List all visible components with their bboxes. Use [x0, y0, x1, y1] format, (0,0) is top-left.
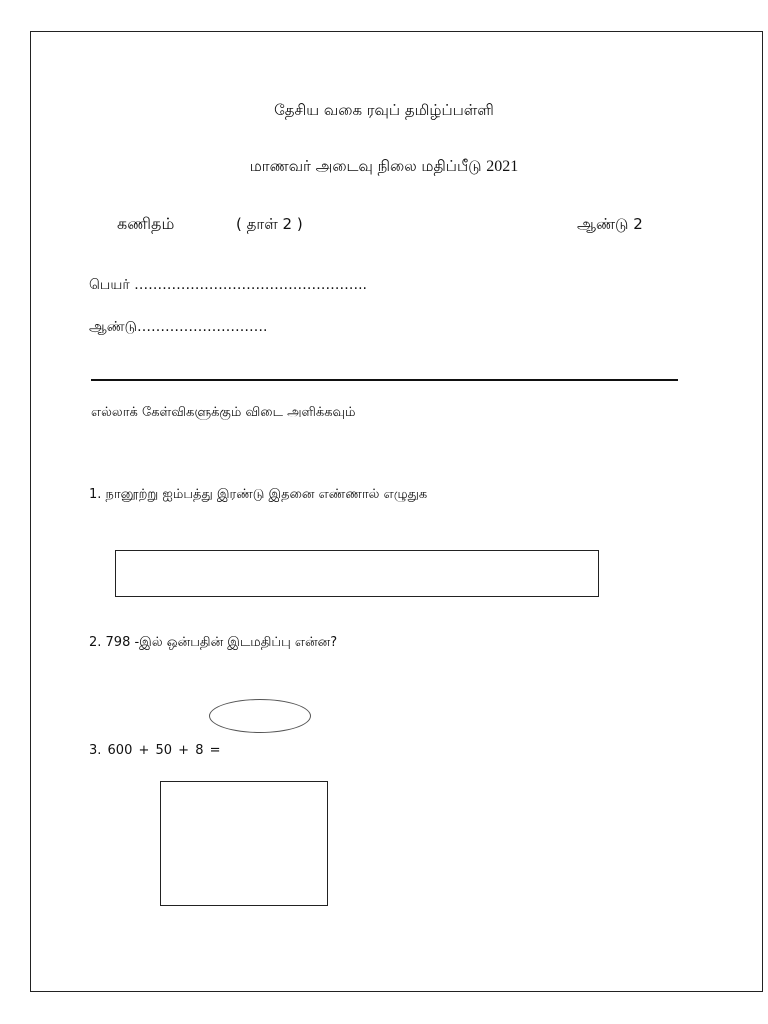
answer-box-question-3	[160, 781, 328, 906]
subject-title: கணிதம்	[117, 214, 175, 233]
instructions-text: எல்லாக் கேள்விகளுக்கும் விடை அளிக்கவும்	[91, 405, 356, 420]
question-1: 1. நானூற்று ஐம்பத்து இரண்டு இதனை எண்ணால் எழுதுக	[89, 487, 428, 502]
question-3: 3. 600 + 50 + 8 =	[89, 743, 221, 758]
exam-title-text: மாணவர் அடைவு நிலை மதிப்பீடு	[249, 157, 482, 175]
student-year-field: ஆண்டு……………………….	[89, 319, 268, 335]
paper-number: ( தாள் 2 )	[236, 215, 303, 233]
answer-oval-question-2	[209, 699, 311, 733]
student-name-field: பெயர் …………………………………………..	[89, 277, 367, 293]
answer-box-question-1	[115, 550, 599, 597]
question-2: 2. 798 -இல் ஒன்பதின் இடமதிப்பு என்ன?	[89, 635, 338, 650]
exam-title	[0, 159, 768, 175]
exam-year: 2021	[486, 158, 519, 175]
worksheet-page-border	[30, 31, 763, 992]
section-divider	[91, 379, 678, 381]
school-name: தேசிய வகை ரவுப் தமிழ்ப்பள்ளி	[274, 101, 494, 119]
grade-level: ஆண்டு 2	[577, 215, 643, 233]
